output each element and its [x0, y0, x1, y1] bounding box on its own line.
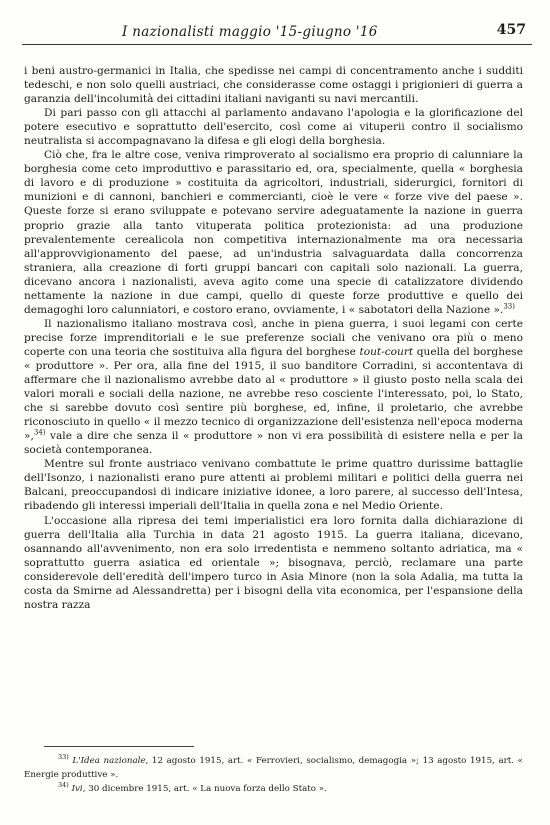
running-title: I nazionalisti maggio '15-giugno '16 — [122, 24, 378, 40]
footnote-divider — [44, 746, 194, 747]
paragraph-5: Mentre sul fronte austriaco venivano combattute le prime quattro durissime battaglie dell'Isonzo, i nazionalisti erano pure attenti ai problemi militari e politici della guerra nei Balcani, preoccupandosi di indicare iniziative idonee, a loro parere, al successo dell'Intesa, ribadendo gli interessi imperiali dell'Italia in quella zona e nel Medio Oriente. — [24, 458, 523, 513]
footnote-ref-33[interactable]: 33) — [503, 302, 515, 311]
body-text — [24, 64, 523, 612]
page-number: 457 — [496, 22, 526, 38]
paragraph-6: L'occasione alla ripresa dei temi imperialistici era loro fornita dalla dichiarazione di guerra dell'Italia alla Turchia in data 21 agosto 1915. La guerra italiana, dicevano, osannando all'avvenimento, non era solo irredentista e nemmeno soltanto adriatica, ma « soprattutto guerra asiatica ed orientale »; bisognava, perciò, reclamare una parte considerevole dell'eredità dell'impero turco in Asia Minore (non la sola Adalia, ma tutta la costa da Smirne ad Alessandretta) per i bisogni della vita economica, per l'espansione della nostra razza — [24, 514, 523, 611]
paragraph-3: Ciò che, fra le altre cose, veniva rimproverato al socialismo era proprio di calunniare la borghesia come ceto improduttivo e parassitario ed, ora, specialmente, quella « borghesia di lavoro e di produzione » costituita da agricoltori, industriali, siderurgici, fornitori di munizioni e di cannoni, banchieri e commercianti, cioè le vere « forze vive del paese ». Queste forze si erano sviluppate e potevano servire adeguatamente la nazione in guerra proprio grazie alla tanto vituperata politica protezionista: ad una produzione prevalentemente cerealicola non competitiva internazionalmente ma ora necessaria all'approvvigionamento del paese, ad un'industria salvaguardata dalla concorrenza straniera, alla creazione di forti gruppi bancari con capitali solo nazionali. La guerra, dicevano ancora i nazionalisti, aveva agito come una specie di catalizzatore dividendo nettamente la nazione in due campi, quello di queste forze produttive e quello dei demagoghi loro calunniatori, e costoro erano, ovviamente, i « sabotatori della Nazione ».$^{33)}$ — [24, 149, 523, 316]
page-header — [22, 18, 532, 45]
footnote-ref-34[interactable]: 34) — [33, 428, 46, 437]
paragraph-2: Di pari passo con gli attacchi al parlamento andavano l'apologia e la glorificazione del potere esecutivo e soprattutto dell'esercito, così come ai vituperii contro il socialismo neutralista si accompagnavano la difesa e gli elogi della borghesia. — [24, 107, 523, 148]
paragraph-1: i beni austro-germanici in Italia, che spedisse nei campi di concentramento anche i sudditi tedeschi, e non solo quelli austriaci, che considerasse come ostaggi i prigionieri di guerra a garanzia dell'incolumità dei cittadini italiani naviganti su navi mercantili. — [24, 65, 523, 106]
paragraph-4: Il nazionalismo italiano mostrava così, anche in piena guerra, i suoi legami con certe precise forze imprenditoriali e le sue preferenze sociali che venivano ora più o meno coperte con una teoria che sostituiva alla figura del borghese tout-court quella del borghese « produttore ». Per ora, alla fine del 1915, il suo banditore Corradini, si accontentava di affermare che il nazionalismo avrebbe dato al « produttore » il giusto posto nella scala dei valori morali e sociali della nazione, ne avrebbe reso cosciente l'interessato, poi, lo Stato, che si sarebbe dovuto così sentire più borghese, ed, infine, il proletario, che avrebbe riconosciuto in quello « il mezzo tecnico di organizzazione dell'esistenza nell'epoca moderna »,$^{34)}$ vale a dire che senza il « produttore » non vi era possibilità di esistere nella e per la società contemporanea. — [24, 317, 523, 457]
footnotes — [24, 754, 523, 796]
footnote-34: $^{34)}$ Ivi, 30 dicembre 1915, art. « La nuova forza dello Stato ». — [58, 781, 327, 794]
footnote-33: $^{33)}$ L'Idea nazionale, 12 agosto 1915, art. « Ferrovieri, socialismo, demagogia »; 13 agosto 1915, art. « Energie produttive ». — [24, 753, 523, 780]
